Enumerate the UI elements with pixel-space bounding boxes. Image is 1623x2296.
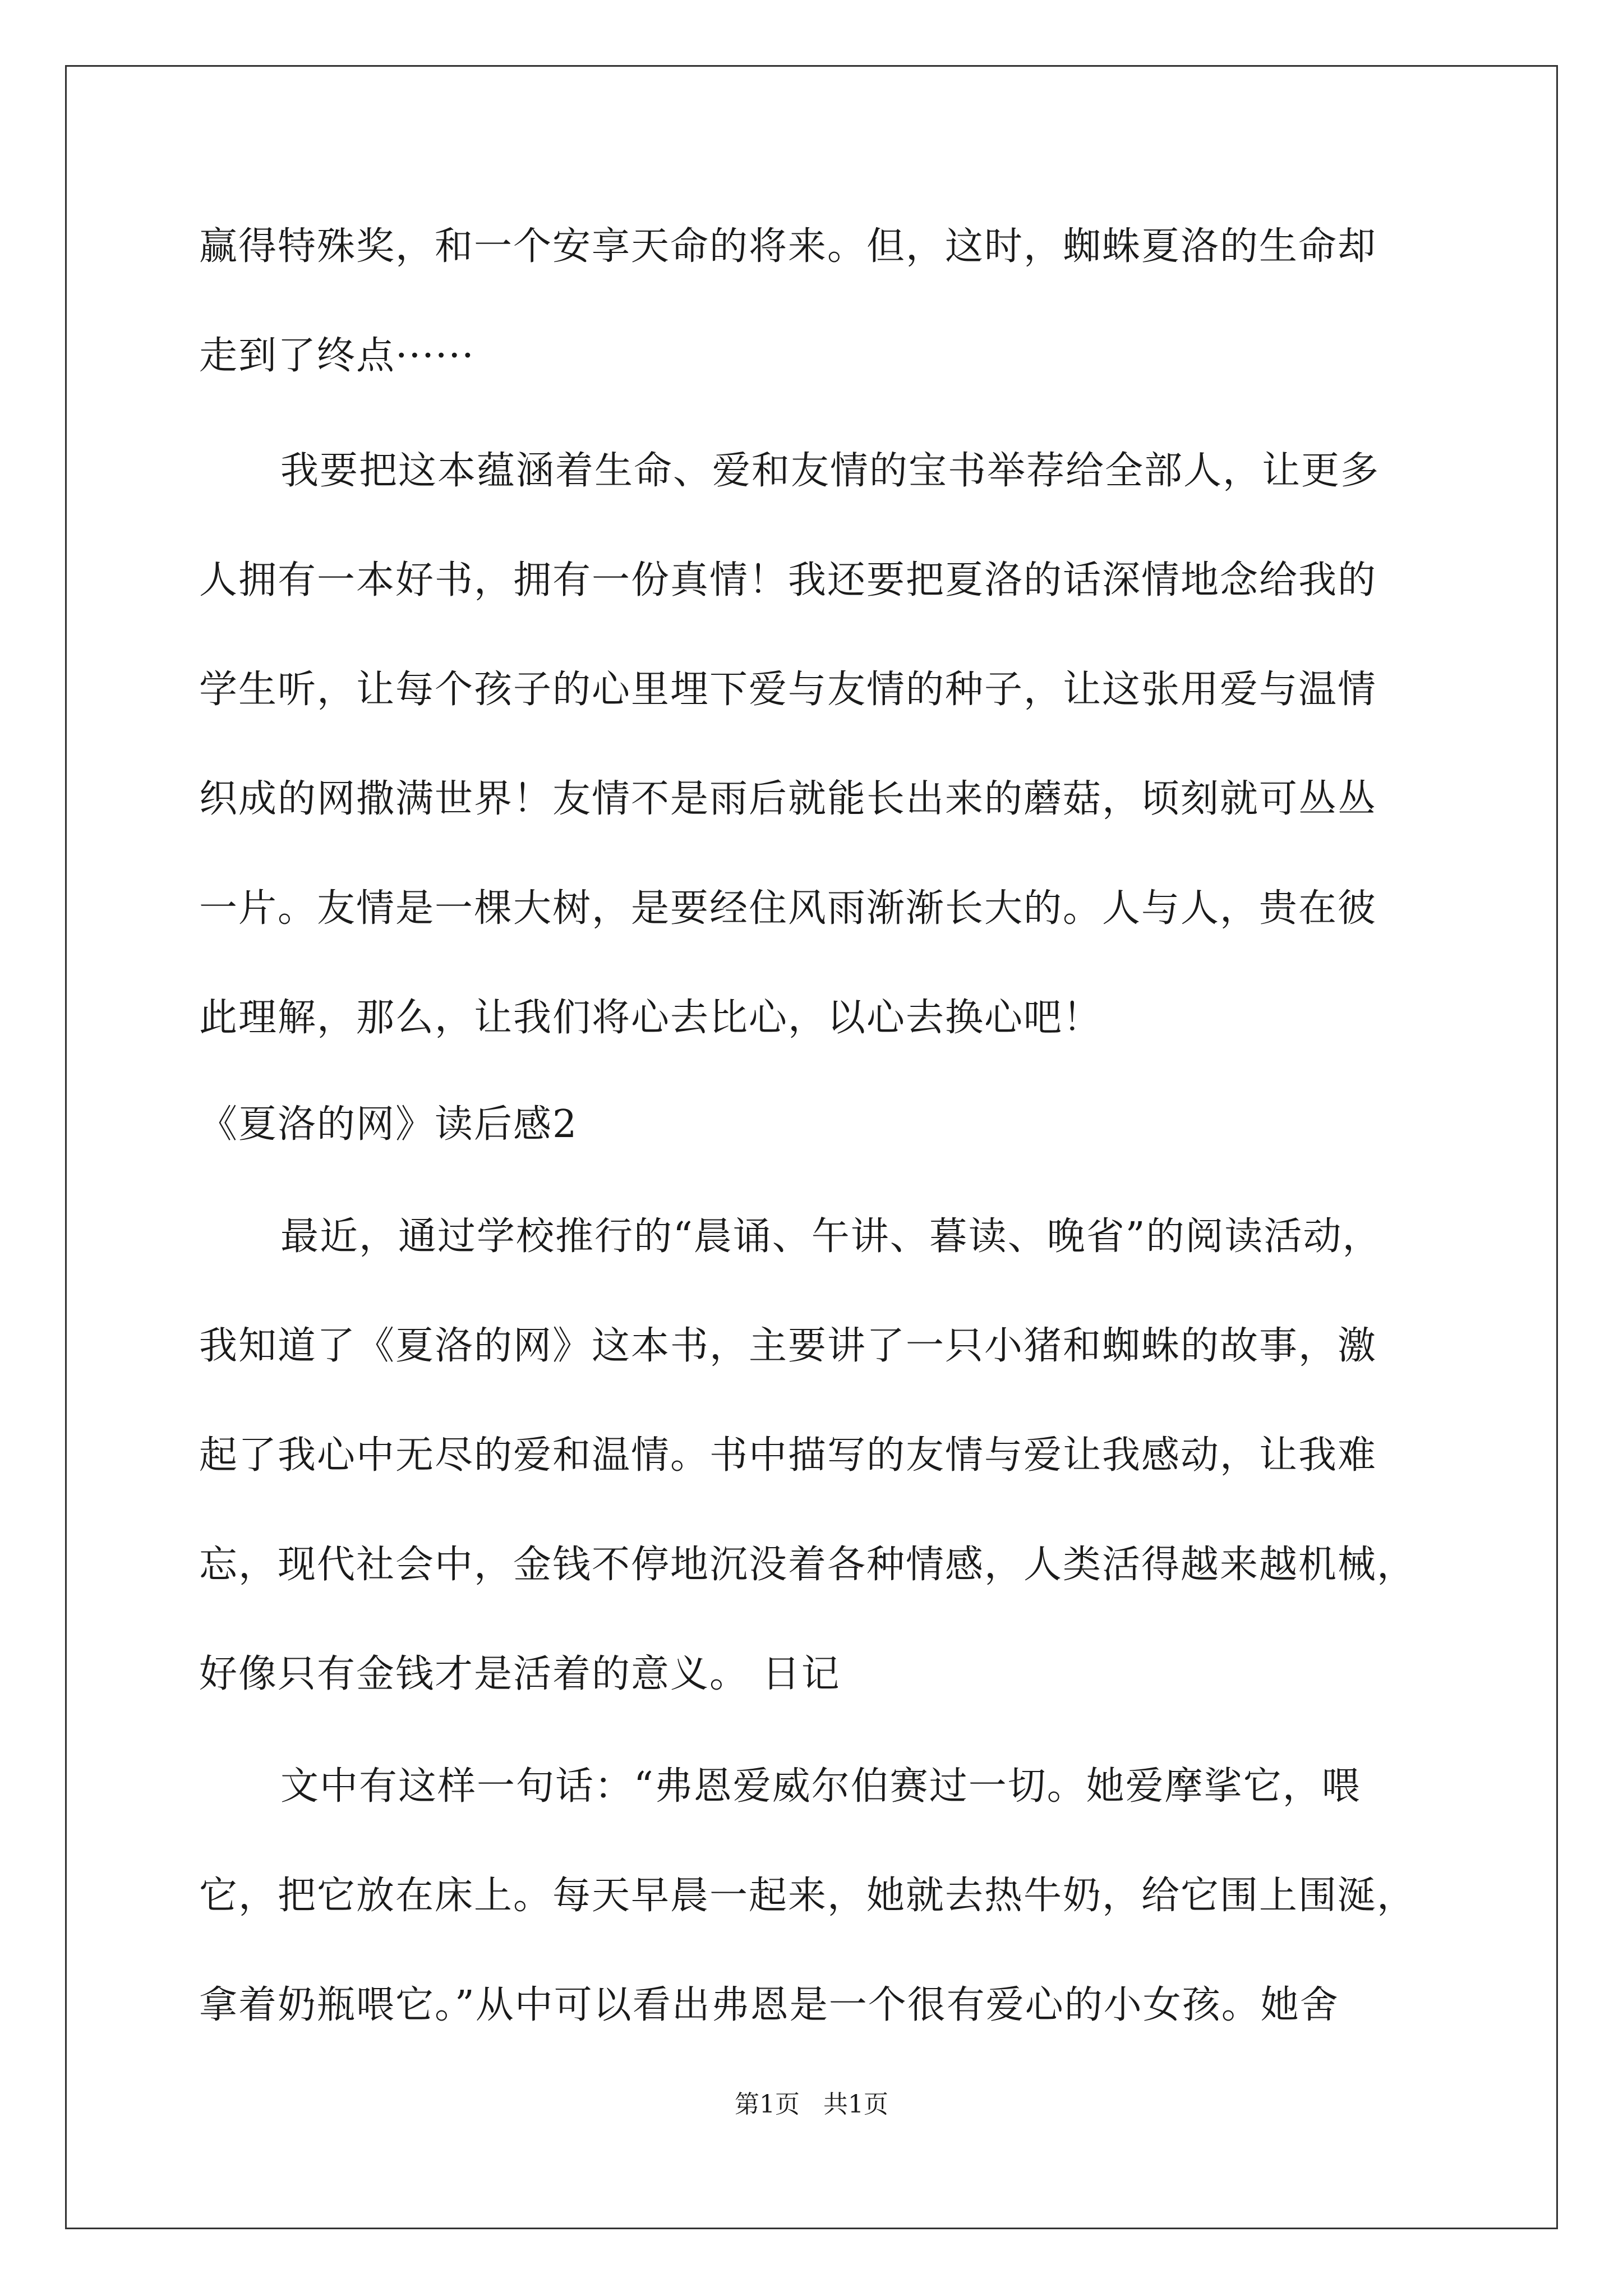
- paragraph-start: 文中有这样一句话：“弗恩爱威尔伯赛过一切。她爱摩挲它，喂: [280, 1764, 1361, 1809]
- text-line: 好像只有金钱才是活着的意义。 日记: [199, 1652, 841, 1696]
- page-footer: 第1页 共1页: [735, 2090, 888, 2119]
- text-line: 人拥有一本好书，拥有一份真情！我还要把夏洛的话深情地念给我的: [199, 558, 1377, 602]
- text-line: 织成的网撒满世界！友情不是雨后就能长出来的蘑菇，顷刻就可丛丛: [199, 777, 1377, 821]
- text-line: 一片。友情是一棵大树，是要经住风雨渐渐长大的。人与人，贵在彼: [199, 886, 1377, 931]
- text-line: 学生听，让每个孩子的心里埋下爱与友情的种子，让这张用爱与温情: [199, 668, 1377, 712]
- text-line: 起了我心中无尽的爱和温情。书中描写的友情与爱让我感动，让我难: [199, 1433, 1377, 1478]
- paragraph-start: 我要把这本蕴涵着生命、爱和友情的宝书举荐给全部人，让更多: [280, 449, 1380, 493]
- text-line: 走到了终点······: [199, 334, 475, 378]
- text-line: 此理解，那么，让我们将心去比心，以心去换心吧！: [199, 996, 1103, 1040]
- text-line: 我知道了《夏洛的网》这本书，主要讲了一只小猪和蜘蛛的故事，激: [199, 1324, 1377, 1368]
- text-line: 它，把它放在床上。每天早晨一起来，她就去热牛奶，给它围上围涎，: [199, 1874, 1417, 1918]
- text-line: 赢得特殊奖，和一个安享天命的将来。但，这时，蜘蛛夏洛的生命却: [199, 224, 1377, 269]
- text-line: 忘，现代社会中，金钱不停地沉没着各种情感，人类活得越来越机械，: [199, 1543, 1417, 1587]
- text-line: 拿着奶瓶喂它。”从中可以看出弗恩是一个很有爱心的小女孩。她舍: [199, 1983, 1339, 2027]
- section-heading: 《夏洛的网》读后感2: [199, 1102, 578, 1147]
- paragraph-start: 最近，通过学校推行的“晨诵、午讲、暮读、晚省”的阅读活动，: [280, 1214, 1382, 1259]
